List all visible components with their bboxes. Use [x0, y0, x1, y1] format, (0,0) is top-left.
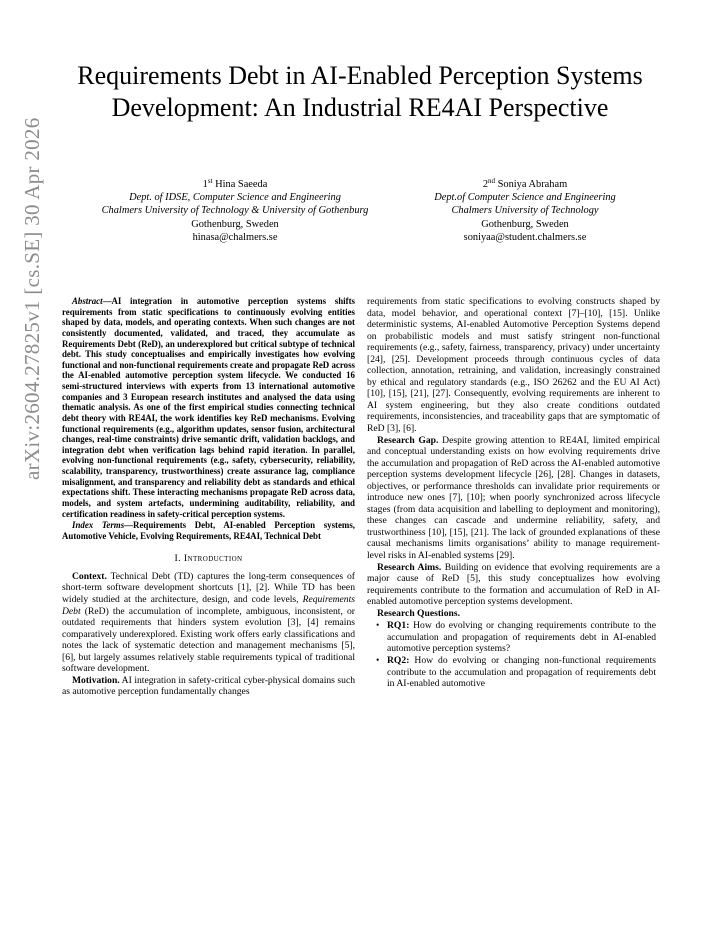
author-email: soniyaa@student.chalmers.se	[463, 231, 587, 243]
paper-title: Requirements Debt in AI-Enabled Perception Systems Development: An Industrial RE4AI Perspective	[77, 61, 643, 122]
author-department: Dept.of Computer Science and Engineering	[434, 192, 616, 204]
author-block-1	[70, 175, 400, 244]
author-block-2	[380, 175, 670, 244]
paragraph-context: Context. Technical Debt (TD) captures the long-term consequences of short-term software development shortcuts [1], [2]. While TD has been widely studied at the architecture, design, and code levels, Requirements Debt (ReD) the accumulation of incomplete, ambiguous, inconsistent, or outdated requirements that hinders system evolution [3], [4] remains comparatively underexplored. Existing work offers early classifications and notes the lack of systematic detection and management mechanisms [5], [6], but largely assumes relatively stable requirements typical of traditional software development.	[62, 570, 355, 675]
research-questions-heading: Research Questions.	[377, 607, 460, 619]
list-item: • RQ1: How do evolving or changing requirements contribute to the accumulation and propagation of requirements debt in AI-enabled automotive perception systems?	[376, 620, 656, 655]
author-name: 1st Hina Saeeda	[202, 177, 268, 190]
paragraph-research-gap: Research Gap. Despite growing attention to RE4AI, limited empirical and conceptual understanding exists on how evolving requirements drive the accumulation and propagation of ReD across the AI-enabled automotive perception systems development lifecycle [26], [28]. Changes in datasets, objectives, or performance thresholds can invalidate prior requirements or introduce new ones [7], [10]; when poorly synchronized across lifecycle stages (from data acquisition and labelling to deployment and monitoring), these changes can cascade and undermine reliability, safety, and trustworthiness [10], [15], [21]. The lack of grounded explanations of these causal mechanisms limits organisations’ ability to manage requirement-level risks in AI-enabled systems [29].	[367, 434, 660, 562]
abstract: Abstract—AI integration in automotive perception systems shifts requirements from static specifications to continuously evolving entities shaped by data, models, and operating contexts. When such changes are not consistently documented, validated, and traced, they accumulate as Requirements Debt (ReD), an underexplored but critical subtype of technical debt. This study conceptualises and empirically investigates how evolving functional and non-functional requirements create and propagate ReD across the AI-enabled automotive perception system lifecycle. We conducted 16 semi-structured interviews with experts from 13 international automotive companies and 3 European research institutes and analysed the data using thematic analysis. As one of the first empirical studies connecting technical debt theory with RE4AI, the work identifies key ReD mechanisms. Evolving functional requirements (e.g., algorithm updates, sensor fusion, architectural changes, real-time constraints) drive semantic drift, validation backlogs, and integration debt when verification lags behind rapid iteration. In parallel, evolving non-functional requirements (e.g., safety, cybersecurity, reliability, scalability, transparency, trustworthiness) create assurance lag, compliance misalignment, and transparency and reliability debt as standards and ethical expectations shift. These interacting mechanisms propagate ReD across data, models, and system artefacts, undermining auditability, reliability, and certification readiness in safety-critical perception systems.	[62, 296, 355, 519]
author-location: Gothenburg, Sweden	[191, 218, 279, 230]
section-heading: I. Introduction	[174, 553, 243, 565]
abstract-label: Abstract	[72, 296, 103, 306]
paragraph-motivation-continued: requirements from static specifications to evolving constructs shaped by data, model behavior, and operational context [7]–[10], [15]. Unlike deterministic systems, AI-enabled Automotive Perception Systems depend on probabilistic models and must satisfy stringent non-functional requirements (e.g., safety, fairness, transparency, privacy) under uncertainty [24], [25]. Development proceeds through continuous cycles of data collection, annotation, retraining, and validation, increasingly constrained by ethical and regulatory standards (e.g., ISO 26262 and the EU AI Act) [10], [15], [21], [27]. Consequently, evolving requirements are inherent to AI system engineering, but they also create conditions outdated requirements, inconsistencies, and traceability gaps that are symptomatic of ReD [3], [6].	[367, 296, 660, 435]
author-email: hinasa@chalmers.se	[192, 231, 278, 243]
research-questions-list	[367, 620, 660, 689]
author-institution: Chalmers University of Technology	[451, 205, 599, 217]
author-name: 2nd Soniya Abraham	[482, 177, 568, 190]
abstract-text: AI integration in automotive perception systems shifts requirements from static specifications to continuously evolving entities shaped by data, models, and operating contexts. When such changes are not consistently documented, validated, and traced, they accumulate as Requirements Debt (ReD), an underexplored but critical subtype of technical debt. This study conceptualises and empirically investigates how evolving functional and non-functional requirements create and propagate ReD across the AI-enabled automotive perception system lifecycle. We conducted 16 semi-structured interviews with experts from 13 international automotive companies and 3 European research institutes and analysed the data using thematic analysis. As one of the first empirical studies connecting technical debt theory with RE4AI, the work identifies key ReD mechanisms. Evolving functional requirements (e.g., algorithm updates, sensor fusion, architectural changes, real-time constraints) drive semantic drift, validation backlogs, and integration debt when verification lags behind rapid iteration. In parallel, evolving non-functional requirements (e.g., safety, cybersecurity, reliability, scalability, transparency, trustworthiness) create assurance lag, compliance misalignment, and transparency and reliability debt as standards and ethical expectations shift. These interacting mechanisms propagate ReD across data, models, and system artefacts, undermining auditability, reliability, and certification readiness in safety-critical perception systems.	[62, 296, 355, 519]
bullet-icon: •	[376, 654, 380, 666]
author-department: Dept. of IDSE, Computer Science and Engineering	[129, 192, 341, 204]
list-item: • RQ2: How do evolving or changing non-functional requirements contribute to the accumulation and propagation of requirements debt in AI-enabled automotive	[376, 654, 656, 690]
left-column	[62, 296, 355, 698]
bullet-icon: •	[376, 620, 380, 632]
index-terms-text: Requirements Debt, AI-enabled Perception systems, Automotive Vehicle, Evolving Requirements, RE4AI, Technical Debt	[62, 520, 355, 541]
author-institution: Chalmers University of Technology & University of Gothenburg	[101, 205, 369, 217]
paragraph-research-aims: Research Aims. Building on evidence that evolving requirements are a major cause of ReD [5], this study conceptualizes how evolving requirements contribute to the formation and accumulation of ReD in AI-enabled automotive perception systems development.	[367, 561, 660, 608]
right-column	[367, 296, 660, 690]
index-terms: Index Terms—Requirements Debt, AI-enabled Perception systems, Automotive Vehicle, Evolving Requirements, RE4AI, Technical Debt	[62, 520, 355, 541]
paragraph-motivation-start: Motivation. AI integration in safety-critical cyber-physical domains such as automotive perception fundamentally changes	[62, 674, 355, 698]
arxiv-identifier: arXiv:2604.27825v1 [cs.SE] 30 Apr 2026	[20, 117, 44, 480]
author-location: Gothenburg, Sweden	[481, 218, 569, 230]
index-terms-label: Index Terms	[72, 520, 125, 531]
